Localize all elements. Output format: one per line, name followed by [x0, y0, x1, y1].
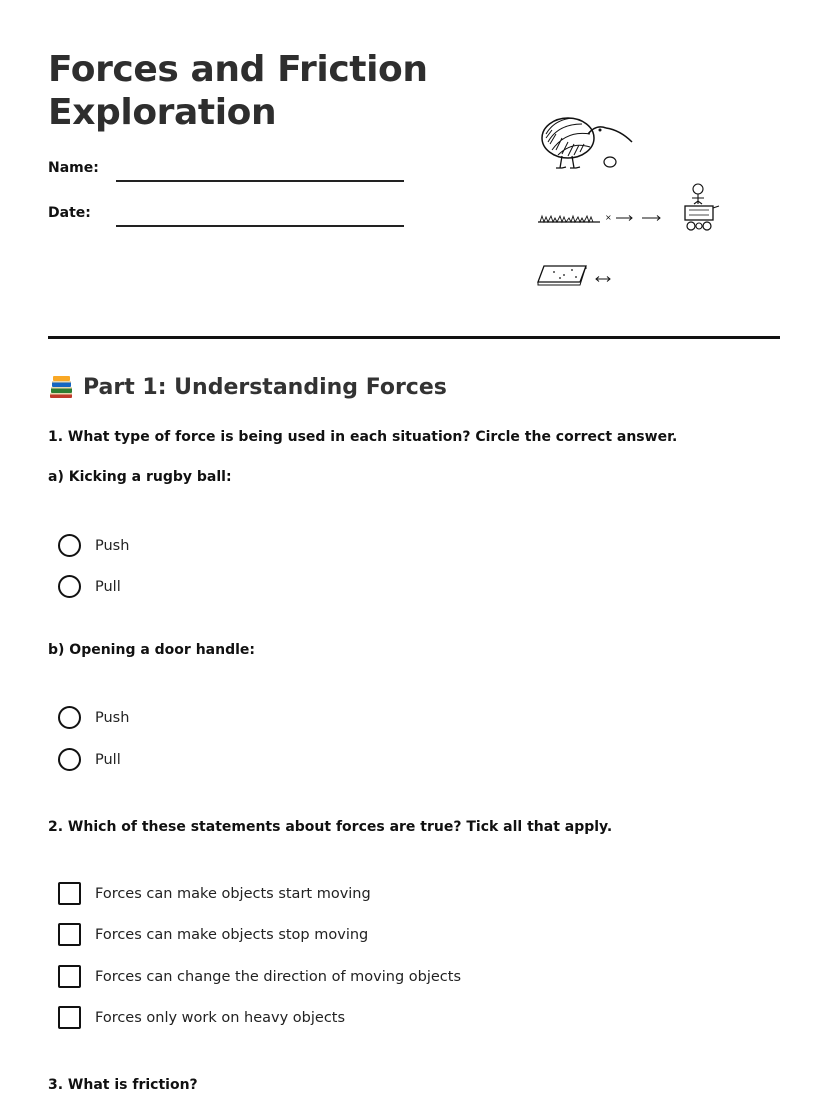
question-1b-option-push[interactable] — [58, 706, 129, 729]
radio-button[interactable] — [58, 748, 81, 771]
option-label: Forces only work on heavy objects — [95, 1009, 346, 1026]
checkbox[interactable] — [58, 1006, 81, 1029]
option-label: Pull — [95, 751, 121, 768]
radio-button[interactable] — [58, 706, 81, 729]
worksheet-title — [48, 48, 428, 134]
question-1a-option-pull[interactable] — [58, 575, 121, 598]
question-2: 2. Which of these statements about forces are true? Tick all that apply. — [48, 819, 613, 835]
checkbox[interactable] — [58, 882, 81, 905]
question-3: 3. What is friction? — [48, 1077, 198, 1093]
name-label: Name: — [48, 160, 99, 176]
section-heading-text: Part 1: Understanding Forces — [83, 374, 447, 400]
radio-button[interactable] — [58, 575, 81, 598]
date-field[interactable] — [116, 225, 404, 227]
title-line-2: Exploration — [48, 92, 277, 133]
question-2-option-2[interactable] — [58, 923, 368, 946]
checkbox[interactable] — [58, 923, 81, 946]
date-label: Date: — [48, 205, 91, 221]
radio-button[interactable] — [58, 534, 81, 557]
grass-to-cart-illustration — [536, 182, 728, 234]
question-2-option-1[interactable] — [58, 882, 371, 905]
question-2-option-4[interactable] — [58, 1006, 345, 1029]
option-label: Forces can change the direction of moving objects — [95, 968, 462, 985]
option-label: Push — [95, 537, 130, 554]
question-1a-label: a) Kicking a rugby ball: — [48, 469, 232, 485]
svg-text:×: × — [605, 213, 612, 222]
question-1a-option-push[interactable] — [58, 534, 129, 557]
name-field[interactable] — [116, 180, 404, 182]
option-label: Push — [95, 709, 130, 726]
title-line-1: Forces and Friction — [48, 49, 428, 90]
question-1b-option-pull[interactable] — [58, 748, 121, 771]
option-label: Pull — [95, 578, 121, 595]
question-2-option-3[interactable] — [58, 965, 461, 988]
board-arrow-illustration — [536, 260, 616, 290]
kiwi-bird-illustration — [536, 108, 640, 174]
books-icon — [48, 374, 74, 400]
question-1b-label: b) Opening a door handle: — [48, 642, 255, 658]
option-label: Forces can make objects start moving — [95, 885, 371, 902]
question-1: 1. What type of force is being used in each situation? Circle the correct answer. — [48, 429, 678, 445]
section-heading-part-1 — [48, 374, 447, 400]
option-label: Forces can make objects stop moving — [95, 926, 369, 943]
section-divider — [48, 336, 780, 339]
checkbox[interactable] — [58, 965, 81, 988]
